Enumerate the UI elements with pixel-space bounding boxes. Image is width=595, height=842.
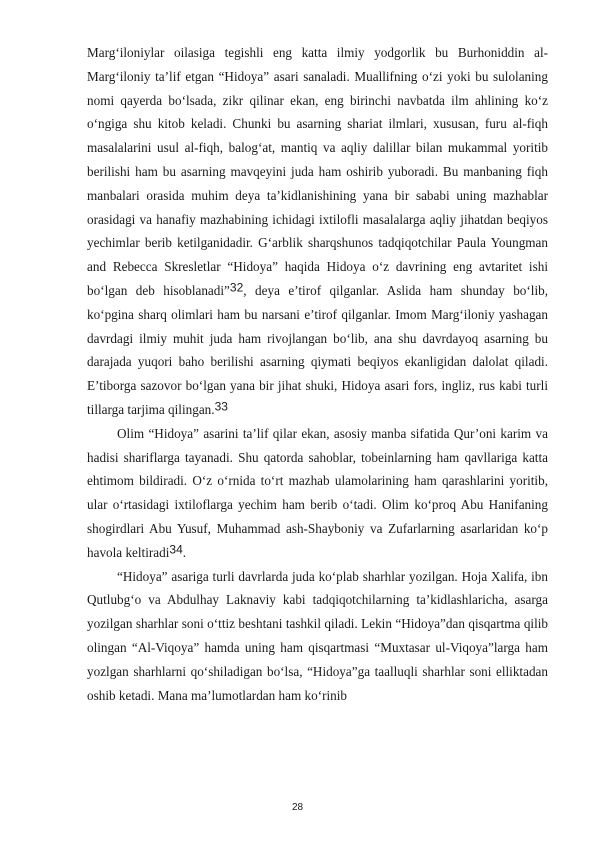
footnote-ref-33[interactable]: 33 [214, 399, 228, 414]
paragraph-1-text-a: Marg‘iloniylar oilasiga tegishli eng katta ilmiy yodgorlik bu Burhoniddin al-Marg‘iloniy ta’lif etgan “Hidoya” asari sanaladi. Muallifning o‘zi yoki bu sulolaning nomi qayerda bo‘lsada, zikr qilinar ekan, eng birinchi navbatda ilm ahlining ko‘z o‘ngiga shu kitob keladi. Chunki bu asarning shariat ilmlari, xususan, furu al-fiqh masalalarini usul al-fiqh, balog‘at, mantiq va aqliy dalillar bilan mukammal yoritib berilishi ham bu asarning mavqeyini juda ham oshirib yuboradi. Bu manbaning fiqh manbalari orasida muhim deya ta’kidlanishining yana bir sababi uning mazhablar orasidagi va hanafiy mazhabining ichidagi ixtilofli masalalarga aqliy jihatdan beqiyos yechimlar berib ketilganidadir. G‘arblik sharqshunos tadqiqotchilar Paula Youngman and Rebecca Skresletlar “Hidoya” haqida Hidoya o‘z davrining eng avtaritet ishi bo‘lgan deb hisoblanadi” [87, 45, 548, 298]
paragraph-3-text: “Hidoya” asariga turli davrlarda juda ko‘plab sharhlar yozilgan. Hoja Xalifa, ibn Qutlubg‘o va Abdulhay Laknaviy kabi tadqiqotchilarning ta’kidlashlaricha, asarga yozilgan sharhlar soni o‘ttiz beshtani tashkil qiladi. Lekin “Hidoya”dan qisqartma qilib olingan “Al-Viqoya” hamda uning ham qisqartmasi “Muxtasar ul-Viqoya”larga ham yozlgan sharhlarni qo‘shiladigan bo‘lsa, “Hidoya”ga taalluqli sharhlar soni elliktadan oshib ketadi. Mana ma’lumotlardan ham ko‘rinib [87, 568, 548, 703]
document-body [87, 41, 548, 707]
footnote-ref-34[interactable]: 34 [169, 542, 183, 557]
paragraph-2-text: Olim “Hidoya” asarini ta’lif qilar ekan, asosiy manba sifatida Qur’oni karim va hadisi shariflarga tayanadi. Shu qatorda sahoblar, tobeinlarning ham qavllariga katta ehtimom bildiradi. O‘z o‘rnida to‘rt mazhab ulamolarining ham qarashlarini yoritib, ular o‘rtasidagi ixtiloflarga yechim ham berib o‘tadi. Olim ko‘proq Abu Hanifaning shogirdlari Abu Yusuf, Muhammad ash-Shayboniy va Zufarlarning asarlaridan ko‘p havola keltiradi [87, 425, 548, 560]
paragraph-3 [87, 565, 548, 708]
footnote-ref-32[interactable]: 32 [229, 280, 244, 295]
paragraph-1-text-b: , deya e’tirof qilganlar. Aslida ham shunday bo‘lib, ko‘pgina sharq olimlari ham bu narsani e’tirof qilganlar. Imom Marg‘iloniy yashagan davrdagi ilmiy muhit juda ham rivojlangan bo‘lib, ana shu davrdayoq asarning bu darajada yuqori baho berilishi asarning qiymati beqiyos ekanligidan dalolat qiladi. E’tiborga sazovor bo‘lgan yana bir jihat shuki, Hidoya asari fors, ingliz, rus kabi turli tillarga tarjima qilingan. [87, 282, 548, 417]
paragraph-2-end: . [182, 544, 187, 560]
paragraph-1 [87, 41, 548, 422]
paragraph-2 [87, 422, 548, 565]
page-number: 28 [291, 802, 304, 813]
